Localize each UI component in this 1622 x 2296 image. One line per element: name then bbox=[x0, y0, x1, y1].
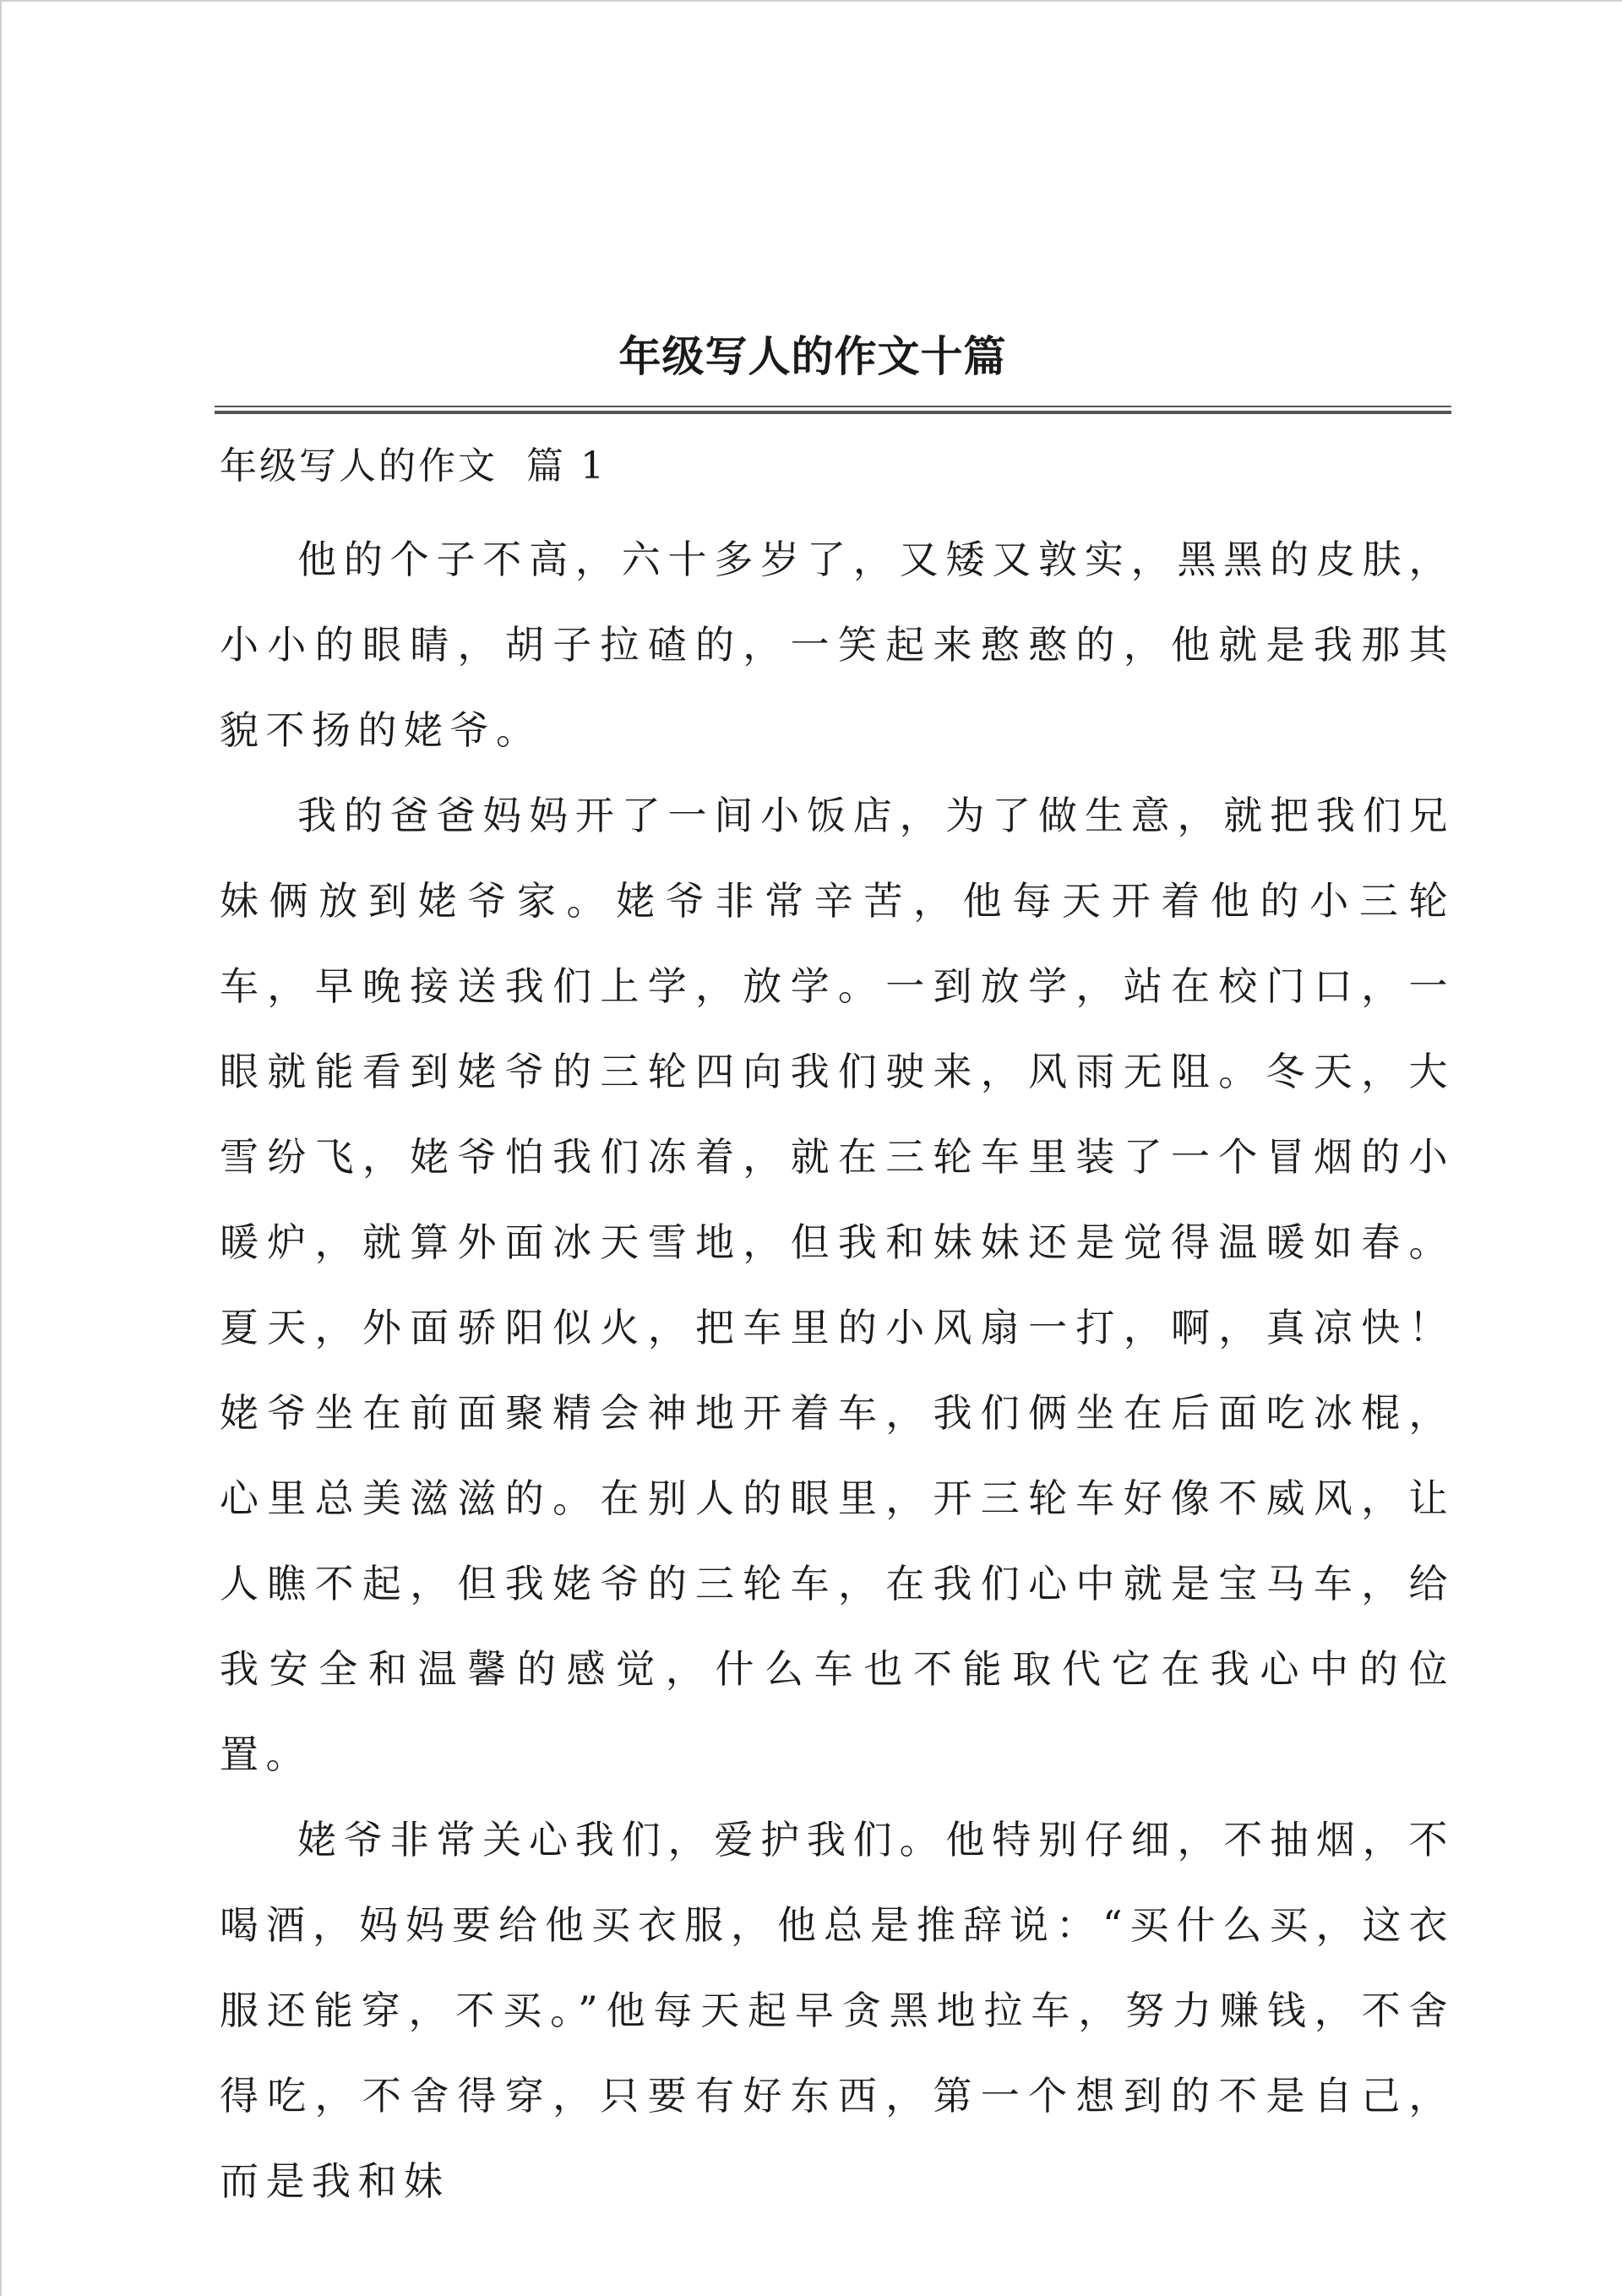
body-text bbox=[220, 517, 1455, 2224]
title-divider bbox=[215, 406, 1451, 414]
paragraph: 他的个子不高，六十多岁了，又矮又敦实，黑黑的皮肤，小小的眼睛，胡子拉碴的，一笑起来憨憨的，他就是我那其貌不扬的姥爷。 bbox=[220, 537, 1455, 753]
paragraph: 姥爷非常关心我们，爱护我们。他特别仔细，不抽烟，不喝酒，妈妈要给他买衣服，他总是推辞说：“买什么买，这衣服还能穿，不买。”他每天起早贪黑地拉车，努力赚钱，不舍得吃，不舍得穿，只要有好东西，第一个想到的不是自己，而是我和妹 bbox=[220, 1817, 1455, 2204]
document-title: 年级写人的作文十篇 bbox=[618, 331, 1007, 381]
paragraph: 我的爸爸妈妈开了一间小饭店，为了做生意，就把我们兄妹俩放到姥爷家。姥爷非常辛苦，他每天开着他的小三轮车，早晚接送我们上学，放学。一到放学，站在校门口，一眼就能看到姥爷的三轮四向我们驶来，风雨无阻。冬天，大雪纷飞，姥爷怕我们冻着，就在三轮车里装了一个冒烟的小暖炉，就算外面冰天雪地，但我和妹妹还是觉得温暖如春。夏天，外面骄阳似火，把车里的小风扇一打，啊，真凉快！姥爷坐在前面聚精会神地开着车，我们俩坐在后面吃冰棍，心里总美滋滋的。在别人的眼里，开三轮车好像不威风，让人瞧不起，但我姥爷的三轮车，在我们心中就是宝马车，给我安全和温馨的感觉，什么车也不能取代它在我心中的位置。 bbox=[220, 793, 1455, 1777]
section-heading: 年级写人的作文 篇 1 bbox=[220, 444, 607, 488]
